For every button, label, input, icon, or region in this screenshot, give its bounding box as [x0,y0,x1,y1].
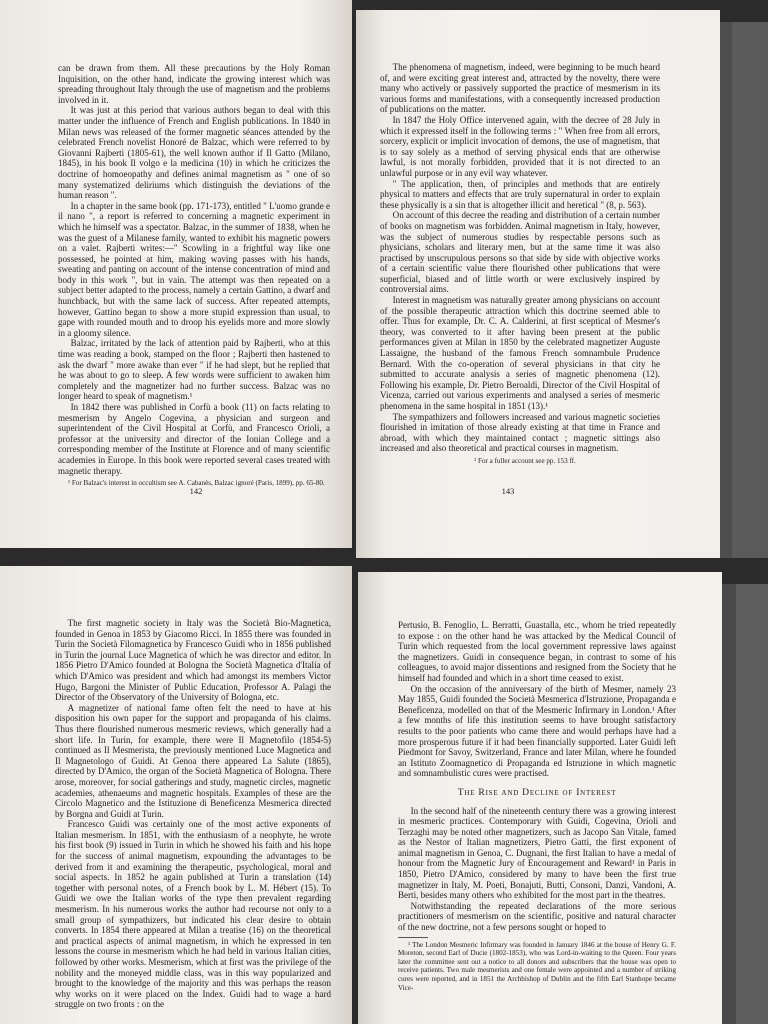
paragraph: Pertusio, B. Fenoglio, L. Berratti, Guastalla, etc., whom he tried repeatedly to expose : on the other hand he was attacked by the Medical Council of Turin which requested from the local government repressive laws against the magnetizers. Guidi in consequence began, in contrast to some of his colleagues, to avoid major dissentions and resigned from the Society that he himself had founded and which in a short time ceased to exist. [398,620,676,683]
paragraph: In the second half of the nineteenth century there was a growing interest in mesmeric practices. Contemporary with Guidi, Cogevina, Orioli and Terzaghi may be noted other magnetizers, such as Jacopo San Vitale, famed as the Nestor of Italian magnetizers, Pietro Gatti, the first exponent of animal magnetism in Genoa, C. Dugnani, the first Italian to have a medal of honour from the Magnetic Jury of Encouragement and Reward¹ in Paris in 1850, Pietro D'Amico, considered by many to have been the first true magnetizer in Italy, M. Poeti, Bonajuti, Butti, Consoni, Danzi, Vandoni, A. Berti, besides many others who exhibited for the most part in the theatres. [398,805,676,901]
page-143 [356,10,720,558]
paragraph: Balzac, irritated by the lack of attention paid by Rajberti, who at this time was reading a book, stamped on the floor ; Rajberti then hastened to ask the dwarf " more awake than ever " if he had slept, but he replied that he was about to go to sleep. A few words were sufficient to awaken him completely and the magnetizer had no further success. Balzac was no longer heard to speak of magnetism.¹ [58,338,330,402]
paragraph: On account of this decree the reading and distribution of a certain number of books on magnetism was forbidden. Animal magnetism in Italy, however, was the subject of numerous studies by respectable persons such as physicians, scholars and literary men, but at the same time it was also practised by unscrupulous persons so that side by side with objective works of a certain scientific value there flourished other publications that were superficial, biased and of little worth or were exclusively inspired by controversial aims. [380,210,660,295]
paragraph: can be drawn from them. All these precautions by the Holy Roman Inquisition, on the other hand, indicate the growing interest which was spreading throughout Italy through the use of magnetism and the problems involved in it. [58,63,330,105]
book-edge-background [732,22,768,558]
paragraph: Francesco Guidi was certainly one of the most active exponents of Italian mesmerism. In 1851, with the enthusiasm of a neophyte, he wrote his first book (9) issued in Turin in which he showed his faith and his hope for the success of animal magnetism, expounding the advantages to be derived from it and examining the therapeutic, psychological, moral and social aspects. In 1852 he again published at Turin a translation (14) together with personal notes, of a French book by L. M. Hébert (15). To Guidi we owe the Italian works of the type then prevalent regarding mesmerism. In his numerous works the author had recourse not only to a small group of sympathizers, but indicated his clear desire to obtain converts. In 1854 there appeared at Milan a treatise (16) on the theoretical and practical aspects of animal magnetism, in which he expressed in ten lessons the course in mesmerism which he had held in various Italian cities, followed by other works. Mesmerism, which at first was the privilege of the nobility and the moneyed middle class, was in this way popularized and brought to the knowledge of the majority and this was perhaps the reason why works on it were placed on the Index. Guidi had to wage a hard struggle on two fronts : on the [55,819,331,1010]
page-145 [358,572,722,1024]
paragraph: The sympathizers and followers increased and various magnetic societies flourished in imitation of those already existing at that time in France and abroad, with which they maintained contact ; magnetic sittings also increased and also theoretical and practical courses in magnetism. [380,411,660,454]
page-body [380,62,660,466]
footnote: ¹ The London Mesmeric Infirmary was founded in January 1846 at the house of Henry G. F. Moreton, second Earl of Ducie (1802-1853), who was Lord-in-waiting to the Queen. Four years later the committee sent out a notice to all donors and subscribers that the house was open to receive patients. Two male mesmerists and one female were appointed and a number of striking cures were reported, and in 1851 the Archbishop of Dublin and the fifth Earl Stanhope became Vice- [398,940,676,992]
page-body [398,620,676,992]
paragraph: The first magnetic society in Italy was the Società Bio-Magnetica, founded in Genoa in 1853 by Giacomo Ricci. In 1855 there was founded in Turin the Società Filomagnetica by Francesco Guidi who in 1856 published in Turin the journal Luce Magnetica of which he was director and editor. In 1856 Pietro D'Amico founded at Bologna the Società Magnetica d'Italia of which D'Amico was president and which had amongst its members Victor Hugo, Bargoni the Minister of Public Education, Professor A. Palagi the Director of the Observatory of the University of Bologna, etc. [55,618,331,703]
page-144 [0,566,352,1024]
page-number: 143 [501,486,515,496]
page-142 [0,0,352,548]
page-number: 142 [189,486,203,496]
book-edge-shadow [722,584,736,1024]
page-body [58,63,330,488]
paragraph: In a chapter in the same book (pp. 171-173), entitled " L'uomo grande e il nano ", a report is referred to concerning a magnetic experiment in which he himself was a spectator. Balzac, in the summer of 1838, when he was the guest of a Milanese family, wanted to exhibit his magnetic powers on a valet. Rajberti writes:—" Scowling in a frightful way like one possessed, he pointed at him, making waving passes with his hands, sweating and panting on account of the intense concentration of mind and body in this work ", but in vain. The attempt was then repeated on a subject better adapted to the process, namely a certain Gattino, a dwarf and hunchback, but with the same lack of success. After repeated attempts, however, Gattino began to show a more stupid expression than usual, to gape with rounded mouth and to droop his eyelids more and more slowly in a gloomy silence. [58,200,330,338]
footnote: ¹ For Balzac's interest in occultism see A. Cabanès, Balzac ignoré (Paris, 1899), pp. 65-80. [67,479,325,488]
page-body [55,618,331,1010]
paragraph: " The application, then, of principles and methods that are entirely physical to matters and effects that are truly supernatural in order to explain these physically is a sin that is altogether illicit and heretical " (8, p. 563). [380,178,660,210]
book-edge-background [736,584,768,1024]
paragraph: In 1842 there was published in Corfù a book (11) on facts relating to mesmerism by Angelo Cogevina, a physician and surgeon and superintendent of the Civil Hospital at Corfù, and Francesco Orioli, a professor at the university and director of the Ionian College and a corresponding member of the Institute at Florence and of many scientific academies in Europe. In this book were reported several cases treated with magnetic therapy. [58,402,330,476]
section-heading: The Rise and Decline of Interest [457,786,617,798]
paragraph: The phenomena of magnetism, indeed, were beginning to be much heard of, and were exciting great interest and, attracted by the novelty, there were many who actively or passively supported the practice of mesmerism in its various forms and manifestations, with a consequently increased production of publications on the matter. [380,62,660,115]
paragraph: On the occasion of the anniversary of the birth of Mesmer, namely 23 May 1855, Guidi founded the Società Mesmerica d'Istruzione, Propaganda e Beneficenza, modelled on that of the Mesmeric Infirmary in London.¹ After a few months of life this institution seems to have brought satisfactory results to the poor patients who came there and would perhaps have had a more prosperous future if it had been financially supported. Later Guidi left Piedmont for Savoy, Switzerland, France and later Milan, where he founded an Istituto Zoomagnetico di Propaganda ed Istruzione in which magnetic and somnambulistic cures were practised. [398,683,676,779]
paragraph: It was just at this period that various authors began to deal with this matter under the influence of French and English publications. In 1840 in Milan news was released of the former magnetic séances attended by the celebrated French novelist Honoré de Balzac, which were referred to by Giovanni Rajberti (1805-61), the well known author if Il Gatto (Milano, 1845), in his book Il volgo e la medicina (10) in which he criticizes the doctrine of homoeopathy and defines animal magnetism as " one of so many systematized deliriums which distinguish the deviations of the human reason ". [58,105,330,201]
footnote-rule [398,937,428,938]
footnote: ¹ For a fuller account see pp. 153 ff. [474,456,576,465]
paragraph: Interest in magnetism was naturally greater among physicians on account of the possible therapeutic attraction which this doctrine seemed able to offer. Thus for example, Dr. C. A. Calderini, at first sceptical of Mesmer's theory, was converted to it after having been present at the public performances given at Milan in 1850 by the celebrated magnetizer Auguste Lassaigne, the husband of the famous French somnambule Prudence Bernard. With the co-operation of several physicians in that city he submitted to accurate analysis a series of magnetic phenomena (12). Following his example, Dr. Pietro Beroaldi, Director of the Civil Hospital of Vicenza, carried out various experiments and analysed a series of mesmeric phenomena in the same hospital in 1851 (13).¹ [380,295,660,411]
paragraph: A magnetizer of national fame often felt the need to have at his disposition his own paper for the support and propaganda of his claims. Thus there flourished numerous mesmeric reviews, which generally had a short life. In Turin, for example, there were Il Magnetofilo (1854-5) continued as Il Mesmerista, the previously mentioned Luce Magnetica and Il Magnetologo of Guidi. At Genoa there appeared La Salute (1865), directed by D'Amico, the organ of the Società Magnetica of Bologna. There arose, moreover, for social gatherings and study, magnetic circles, magnetic academies, athenaeums and magnetic hospitals. Examples of these are the Circolo Magnetico and the Istituzione di Beneficenza Mesmerica directed by Borgna and Guidi at Turin. [55,702,331,819]
book-edge-shadow [720,22,732,558]
paragraph: In 1847 the Holy Office intervened again, with the decree of 28 July in which it expressed itself in the following terms : " When free from all errors, sorcery, explicit or implicit invocation of demons, the use of magnetism, that is to say solely as a method of serving physical ends that are otherwise lawful, is not morally forbidden, provided that it is not directed to an unlawful purpose or in any evil way whatever. [380,114,660,178]
paragraph: Notwithstanding the repeated declarations of the more serious practitioners of mesmerism on the scientific, positive and natural character of the new doctrine, not a few persons sought or hoped to [398,900,676,933]
